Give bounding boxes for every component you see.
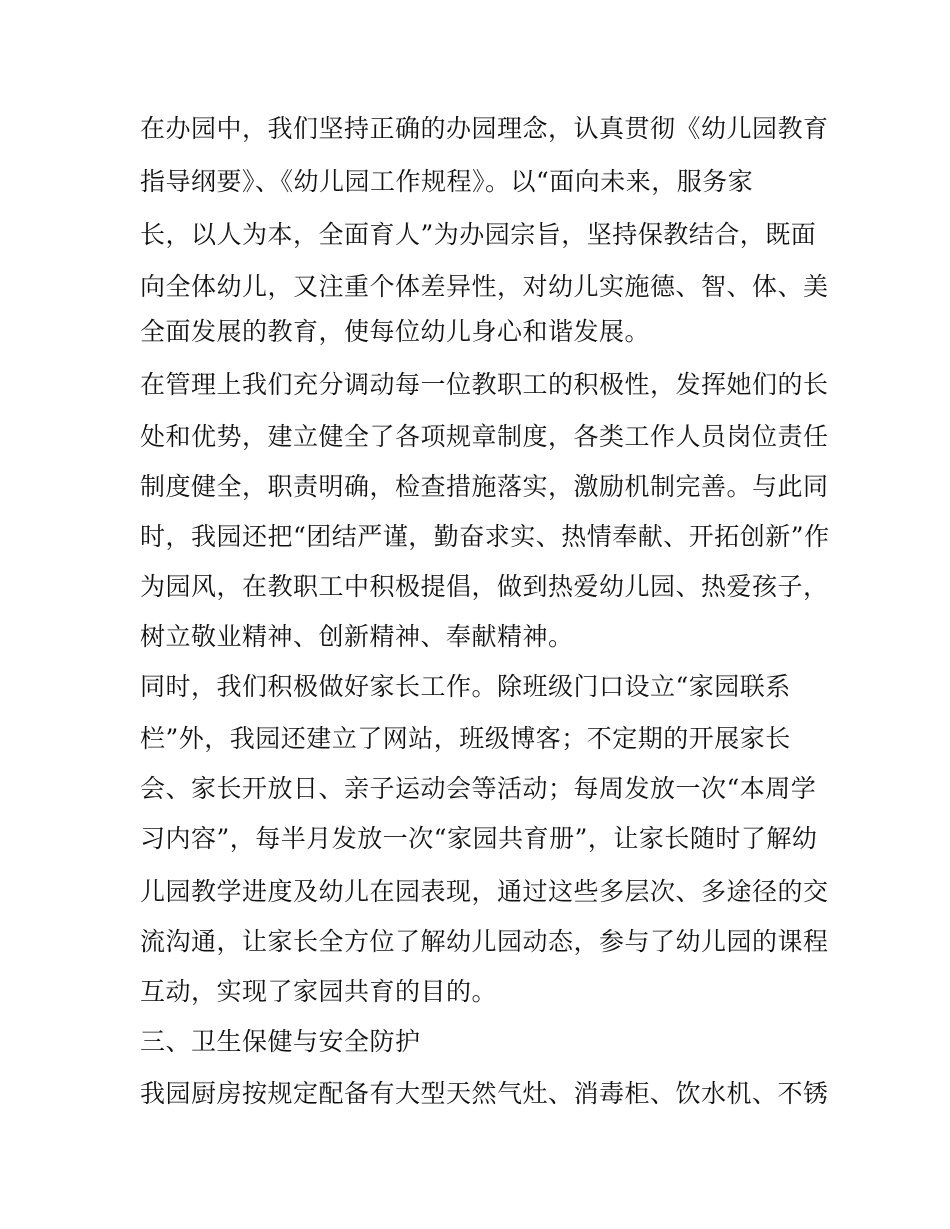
text-line: 时，我园还把“团结严谨，勤奋求实、热情奉献、开拓创新”作 — [140, 522, 830, 551]
text-line: 习内容”，每半月发放一次“家园共育册”，让家长随时了解幼 — [140, 824, 818, 853]
text-line: 全面发展的教育，使每位幼儿身心和谐发展。 — [140, 317, 651, 346]
text-line: 向全体幼儿，又注重个体差异性，对幼儿实施德、智、体、美 — [140, 272, 829, 301]
section-heading: 三、卫生保健与安全防护 — [140, 1027, 421, 1056]
text-line: 在管理上我们充分调动每一位教职工的积极性，发挥她们的长 — [140, 370, 829, 399]
text-line: 我园厨房按规定配备有大型天然气灶、消毒柜、饮水机、不锈 — [140, 1079, 829, 1108]
text-line: 儿园教学进度及幼儿在园表现，通过这些多层次、多途径的交 — [140, 877, 829, 906]
text-line: 栏”外，我园还建立了网站，班级博客；不定期的开展家长 — [140, 724, 791, 753]
text-line: 互动，实现了家园共育的目的。 — [140, 977, 498, 1006]
text-line: 制度健全，职责明确，检查措施落实，激励机制完善。与此同 — [140, 472, 829, 501]
text-line: 在办园中，我们坚持正确的办园理念，认真贯彻《幼儿园教育 — [140, 114, 829, 143]
text-line: 同时，我们积极做好家长工作。除班级门口设立“家园联系 — [140, 672, 791, 701]
text-line: 处和优势，建立健全了各项规章制度，各类工作人员岗位责任 — [140, 422, 829, 451]
text-line: 树立敬业精神、创新精神、奉献精神。 — [140, 622, 574, 651]
text-line: 会、家长开放日、亲子运动会等活动；每周发放一次“本周学 — [140, 774, 817, 803]
text-line: 流沟通，让家长全方位了解幼儿园动态，参与了幼儿园的课程 — [140, 927, 829, 956]
text-line: 为园风，在教职工中积极提倡，做到热爱幼儿园、热爱孩子， — [140, 572, 829, 601]
text-line: 长，以人为本，全面育人”为办园宗旨，坚持保教结合，既面 — [140, 220, 817, 249]
text-line: 指导纲要》、《幼儿园工作规程》。以“面向未来，服务家 — [140, 167, 754, 196]
